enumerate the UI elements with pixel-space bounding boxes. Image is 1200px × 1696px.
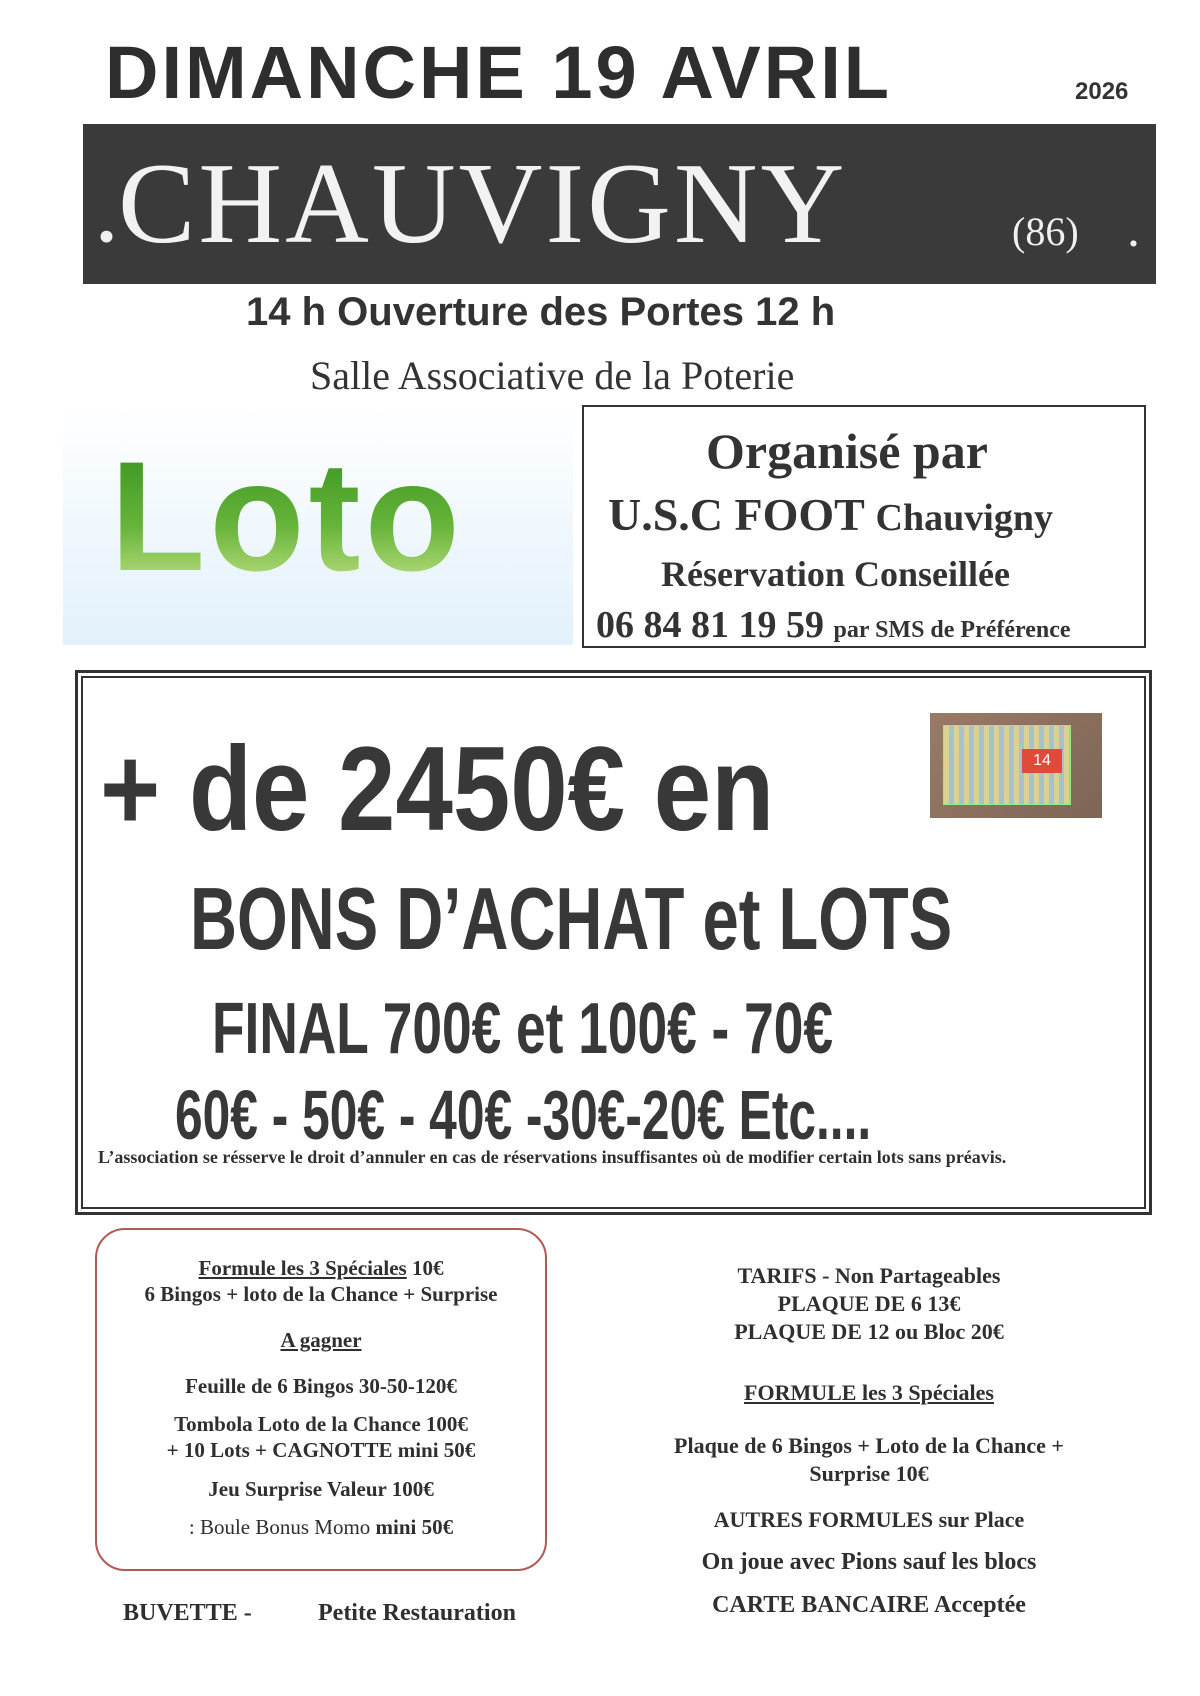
- formule-line-feuille: Feuille de 6 Bingos 30-50-120€: [185, 1374, 457, 1398]
- prize-amounts-text: 60€ - 50€ - 40€ -30€-20€ Etc....: [175, 1076, 872, 1154]
- club-name: U.S.C FOOT: [608, 489, 865, 540]
- gagner-title: A gagner: [280, 1328, 362, 1352]
- formule-line-boule: [95, 1515, 547, 1540]
- formule-specials-line1: Plaque de 6 Bingos + Loto de la Chance +: [674, 1433, 1064, 1458]
- contact-line: [596, 603, 1071, 647]
- sms-note: par SMS de Préférence: [833, 617, 1071, 643]
- bingo-screen-number: 14: [1022, 749, 1062, 773]
- formule-line-bingos: 6 Bingos + loto de la Chance + Surprise: [144, 1282, 498, 1306]
- prize-headline: [100, 720, 884, 859]
- loto-logo: Loto: [110, 428, 464, 607]
- disclaimer: L’association se résserve le droit d’annuler en cas de réservations insuffisantes où de modifier certain lots sans préavis.: [98, 1147, 1007, 1167]
- tarifs-title: TARIFS - Non Partageables: [737, 1263, 1001, 1288]
- city-name: CHAUVIGNY: [118, 140, 848, 268]
- autres-formules: AUTRES FORMULES sur Place: [713, 1507, 1025, 1532]
- formule-title-price: 10€: [411, 1256, 444, 1280]
- boule-bonus-label: : Boule Bonus Momo: [188, 1515, 371, 1539]
- formule-specials-line2: Surprise 10€: [809, 1461, 929, 1486]
- prize-vouchers: [190, 868, 1200, 971]
- prize-vouchers-text: BONS D’ACHAT et LOTS: [190, 869, 953, 968]
- prize-final-text: FINAL 700€ et 100€ - 70€: [212, 989, 833, 1069]
- formule-title: Formule les 3 Spéciales: [198, 1256, 407, 1280]
- organizer-title: Organisé par: [706, 423, 988, 479]
- buvette-label: BUVETTE -: [123, 1600, 252, 1626]
- organizer-club: [608, 488, 1053, 541]
- carte-bancaire: CARTE BANCAIRE Acceptée: [712, 1592, 1026, 1618]
- pions-note: On joue avec Pions sauf les blocs: [701, 1549, 1037, 1575]
- city-dot-left: .: [94, 152, 119, 263]
- tarif-plaque-6: PLAQUE DE 6 13€: [777, 1291, 961, 1316]
- reservation-advice: Réservation Conseillée: [661, 554, 1010, 594]
- event-date: DIMANCHE 19 AVRIL: [105, 31, 892, 114]
- boule-bonus-value: mini 50€: [375, 1515, 454, 1539]
- formule-title-line: [95, 1256, 547, 1281]
- prize-amounts: [175, 1075, 1156, 1157]
- formule-line-cagnotte: + 10 Lots + CAGNOTTE mini 50€: [166, 1438, 476, 1462]
- tarif-plaque-12: PLAQUE DE 12 ou Bloc 20€: [734, 1319, 1004, 1344]
- prize-headline-text: + de 2450€ en: [100, 722, 775, 856]
- opening-hours: 14 h Ouverture des Portes 12 h: [246, 290, 836, 334]
- restauration-label: Petite Restauration: [318, 1600, 516, 1626]
- club-city: Chauvigny: [875, 497, 1053, 539]
- phone-number: 06 84 81 19 59: [596, 604, 824, 646]
- prize-final: [212, 988, 1051, 1071]
- formule-specials-title: FORMULE les 3 Spéciales: [744, 1380, 994, 1405]
- city-dot-right: .: [1127, 201, 1140, 258]
- venue-name: Salle Associative de la Poterie: [310, 353, 795, 398]
- formule-line-tombola: Tombola Loto de la Chance 100€: [174, 1412, 468, 1436]
- department-number: (86): [1012, 209, 1079, 254]
- formule-line-surprise: Jeu Surprise Valeur 100€: [208, 1477, 434, 1501]
- event-year: 2026: [1075, 78, 1129, 105]
